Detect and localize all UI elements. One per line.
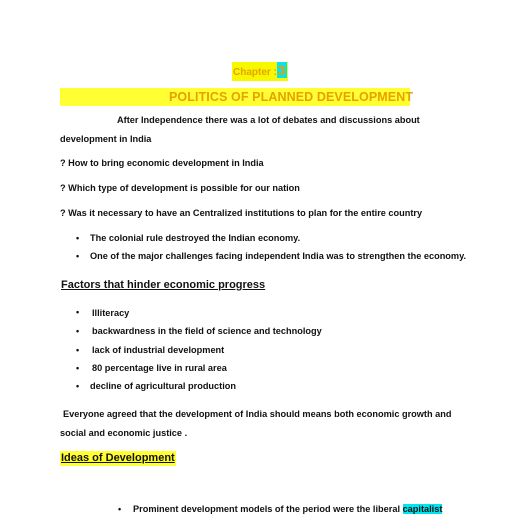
bullet-icon: •: [118, 504, 122, 514]
bullet-icon: •: [76, 363, 80, 373]
factor-item: lack of industrial development: [92, 345, 225, 355]
chapter-number: 3: [277, 62, 286, 78]
point-1: The colonial rule destroyed the Indian economy.: [90, 233, 301, 243]
page-title: POLITICS OF PLANNED DEVELOPMENT: [169, 90, 414, 104]
question-2: ? Which type of development is possible for our nation: [60, 183, 300, 193]
intro-line-2: development in India: [60, 134, 152, 144]
question-1: ? How to bring economic development in India: [60, 158, 264, 168]
factor-item: 80 percentage live in rural area: [92, 363, 227, 373]
bullet-icon: •: [76, 233, 80, 243]
ideas-heading: Ideas of Development: [61, 452, 175, 464]
factor-item: decline of agricultural production: [90, 381, 236, 391]
ideas-item-1: [133, 503, 442, 515]
factor-item: Illiteracy: [92, 308, 130, 318]
factors-heading: Factors that hinder economic progress: [61, 279, 266, 291]
bullet-icon: •: [76, 381, 80, 391]
bullet-icon: •: [76, 345, 80, 355]
consensus-line-2: social and economic justice .: [60, 428, 188, 438]
intro-line-1: After Independence there was a lot of debates and discussions about: [117, 115, 420, 125]
ideas-item-1-text: Prominent development models of the period were the liberal: [133, 504, 403, 514]
point-2: One of the major challenges facing independent India was to strengthen the economy.: [90, 251, 467, 261]
chapter-label: [232, 62, 288, 81]
bullet-icon: •: [76, 307, 80, 317]
chapter-label-text: Chapter :: [233, 67, 277, 78]
question-3: ? Was it necessary to have an Centralized institutions to plan for the entire country: [60, 208, 423, 218]
bullet-icon: •: [76, 251, 80, 261]
factor-item: backwardness in the field of science and technology: [92, 326, 322, 336]
ideas-item-1-highlight: capitalist: [402, 504, 443, 514]
bullet-icon: •: [76, 326, 80, 336]
consensus-line-1: Everyone agreed that the development of India should means both economic growth and: [63, 409, 452, 419]
